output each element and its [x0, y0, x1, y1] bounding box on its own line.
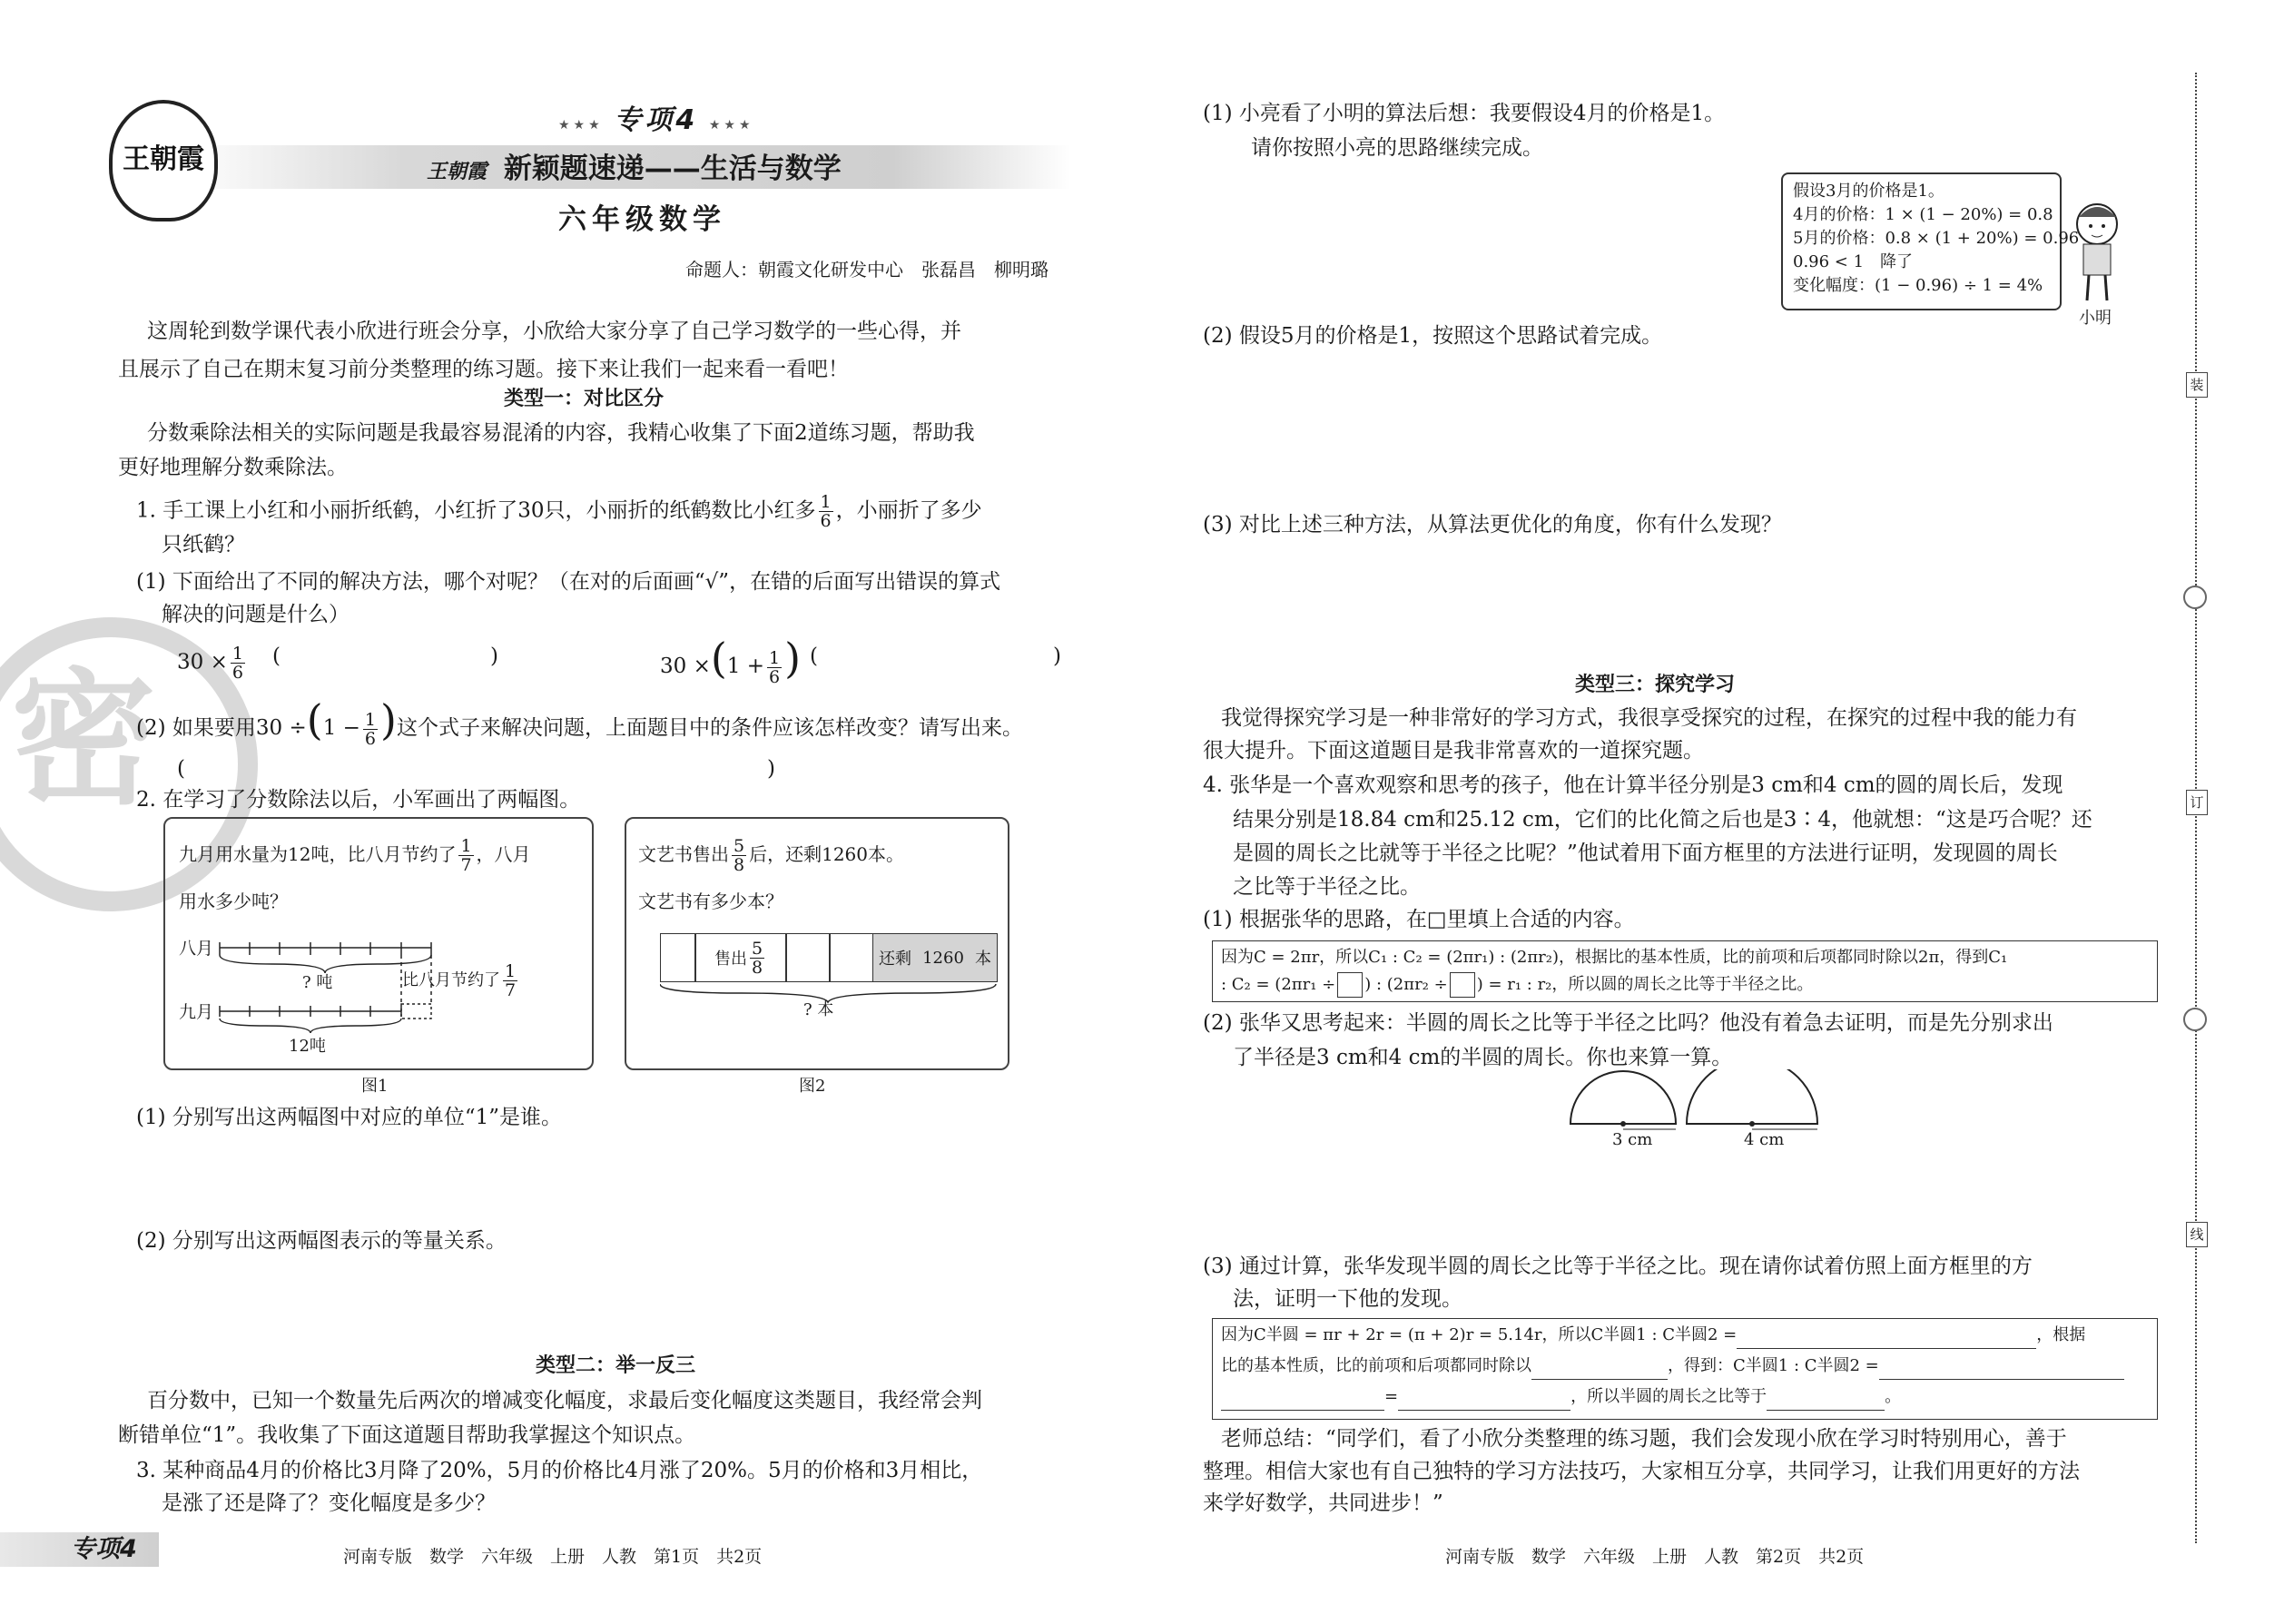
- fig2-caption: 图2: [799, 1077, 826, 1096]
- answer-paren-b-open[interactable]: (: [810, 645, 818, 668]
- frac-num: 1: [364, 709, 377, 730]
- answer-paren-a-close[interactable]: ): [490, 645, 498, 668]
- fill-box-1[interactable]: [1337, 972, 1363, 998]
- answer-blank-4[interactable]: [1221, 1390, 1384, 1411]
- binding-mark-1: 装: [2186, 372, 2208, 398]
- watermark-text: 密: [11, 655, 157, 824]
- fig2-remain-unit: 本: [974, 950, 991, 969]
- q4-2-line-1: (2) 张华又思考起来：半圆的周长之比等于半径之比吗？他没有着急去证明，而是先分别求出: [1203, 1011, 2053, 1035]
- fig2-text-1b: 后，还剩1260本。: [749, 843, 904, 865]
- bubble-line-3: 5月的价格：0.8 × (1 + 20%) = 0.96: [1793, 229, 2080, 248]
- fig1-label-aug: 八月: [179, 939, 214, 959]
- intro-line-2: 且展示了自己在期末复习前分类整理的练习题。接下来让我们一起来看一看吧！: [118, 358, 849, 381]
- fig2-remain-num: 1260: [922, 948, 964, 968]
- fig2-remain-label: 还剩: [879, 950, 912, 969]
- box2-l3-a: =: [1384, 1387, 1399, 1406]
- fraction-5-8: [750, 940, 764, 977]
- q2-1-text: (1) 分别写出这两幅图中对应的单位“1”是谁。: [136, 1106, 563, 1129]
- answer-blank-1[interactable]: [1737, 1328, 2036, 1349]
- q4-line-3: 是圆的周长之比就等于半径之比呢？”他试着用下面方框里的方法进行证明，发现圆的周长: [1233, 842, 2058, 865]
- answer-blank-6[interactable]: [1767, 1390, 1885, 1411]
- binding-mark-3: 线: [2186, 1222, 2208, 1247]
- box2-l1-a: 因为C半圆 = πr + 2r = (π + 2)r = 5.14r，所以C半圆1 : C半圆2 =: [1221, 1325, 1738, 1344]
- q1-text: [136, 493, 982, 530]
- q2-2-text: (2) 分别写出这两幅图表示的等量关系。: [136, 1229, 507, 1253]
- answer-paren-c-close[interactable]: ): [767, 757, 775, 781]
- fig1-text-1a: 九月用水量为12吨，比八月节约了: [179, 843, 457, 865]
- fig1-text-1b: ，八月: [476, 843, 531, 865]
- semi-label-1: 3 cm: [1612, 1130, 1653, 1149]
- frac-num: 1: [231, 644, 243, 664]
- frac-den: 6: [364, 728, 377, 749]
- q2-text: 2. 在学习了分数除法以后，小军画出了两幅图。: [136, 788, 581, 812]
- fig1-q-ton: ? 吨: [302, 973, 333, 992]
- q3-line-2: 是涨了还是降了？变化幅度是多少？: [162, 1491, 496, 1515]
- logo-badge: [109, 100, 218, 221]
- fig2-seg-4: [829, 933, 874, 982]
- stars-left: ★★★: [558, 118, 604, 133]
- box2-l1-b: ，根据: [2036, 1325, 2086, 1344]
- bubble-line-5: 变化幅度：(1 − 0.96) ÷ 1 = 4%: [1793, 276, 2043, 295]
- answer-paren-b-close[interactable]: ): [1053, 645, 1061, 668]
- fig1-text-2: 用水多少吨？: [179, 891, 288, 912]
- frac-den: 7: [505, 980, 517, 1000]
- fraction-1-6: [231, 645, 245, 682]
- box1-l2-a: : C₂ = (2πr₁ ÷: [1221, 975, 1336, 994]
- page-title: 新颖题速递——生活与数学: [503, 153, 842, 185]
- q3-3-text: (3) 对比上述三种方法，从算法更优化的角度，你有什么发现？: [1203, 513, 1782, 536]
- xiaoming-label: 小明: [2079, 309, 2112, 328]
- box1-line-1: 因为C = 2πr，所以C₁ : C₂ = (2πr₁) : (2πr₂)，根据比的基本性质，比的前项和后项都同时除以2π，得到C₁: [1221, 948, 2008, 967]
- q1-2-text: (2) 如果要用30 ÷(1 − $\frac{1}{6}$ )这个式子来解决问题，上面题目中的条件应该怎样改变？请写出来。: [136, 695, 1023, 749]
- q1-1-line-2: 解决的问题是什么）: [162, 603, 350, 626]
- fig2-sold-label: 售出: [714, 950, 747, 969]
- frac-den: 8: [733, 855, 745, 875]
- answer-blank-2[interactable]: [1531, 1359, 1668, 1380]
- method-b-inner: 1 +: [726, 655, 765, 678]
- frac-den: 6: [769, 666, 781, 687]
- fraction-5-8: [732, 837, 746, 874]
- frac-num: 1: [820, 492, 832, 512]
- fraction-1-7: [458, 837, 473, 874]
- semi-label-2: 4 cm: [1744, 1130, 1785, 1149]
- subject-title: 六年级数学: [558, 203, 726, 236]
- fig1-save-text: 比八月节约了: [402, 970, 500, 990]
- footer-badge: 专项4: [71, 1535, 137, 1563]
- answer-blank-3[interactable]: [1879, 1359, 2124, 1380]
- box2-l2-b: ，得到：C半圆1 : C半圆2 =: [1668, 1356, 1879, 1375]
- fig2-seg-3: [785, 933, 831, 982]
- frac-den: 8: [751, 957, 763, 978]
- bubble-line-2: 4月的价格：1 × (1 − 20%) = 0.8: [1793, 205, 2053, 224]
- q1-part-b: ，小丽折了多少: [835, 498, 982, 523]
- q4-line-4: 之比等于半径之比。: [1233, 875, 1421, 899]
- answer-paren-a-open[interactable]: (: [272, 645, 281, 668]
- fig1-12-ton: 12吨: [289, 1037, 326, 1056]
- q4-line-2: 结果分别是18.84 cm和25.12 cm，它们的比化简之后也是3∶4，他就想：“这是巧合呢？还: [1233, 808, 2092, 832]
- aug-ticks: [220, 942, 431, 955]
- box1-l2-c: ) = r₁ : r₂，所以圆的周长之比等于半径之比。: [1476, 975, 1814, 994]
- fig2-seg-sold: [694, 933, 787, 982]
- q4-1-text: (1) 根据张华的思路，在□里填上合适的内容。: [1203, 908, 1635, 931]
- q3-line-1: 3. 某种商品4月的价格比3月降了20%，5月的价格比4月涨了20%。5月的价格和3月相比，: [136, 1459, 983, 1482]
- fig1-label-sep: 九月: [179, 1002, 214, 1022]
- header-stars: [558, 104, 754, 139]
- frac-num: 1: [460, 836, 472, 856]
- q1-part-a: 1. 手工课上小红和小丽折纸鹤，小红折了30只，小丽折的纸鹤数比小红多: [136, 498, 816, 523]
- box1-line-2: [1221, 971, 1813, 999]
- fig2-q-ben: ? 本: [803, 1000, 834, 1019]
- bubble-line-1: 假设3月的价格是1。: [1793, 182, 1944, 201]
- frac-num: 1: [505, 961, 517, 981]
- section-badge: 专项4: [614, 104, 699, 136]
- method-b-expr: 30 ×: [660, 655, 711, 678]
- binding-hole-2: [2183, 1008, 2207, 1031]
- q1-2-part-b: 这个式子来解决问题，上面题目中的条件应该怎样改变？请写出来。: [396, 716, 1023, 740]
- box2-l2-a: 比的基本性质，比的前项和后项都同时除以: [1221, 1356, 1531, 1375]
- box2-line-1: [1221, 1322, 2085, 1349]
- frac-num: 1: [769, 647, 781, 668]
- fig2-seg-remain: [872, 933, 998, 982]
- method-a: [177, 645, 248, 682]
- method-b: 30 ×(1 + $\frac{1}{6}$ ): [660, 634, 802, 687]
- method-a-expr: 30 ×: [177, 650, 228, 674]
- logo-text: 王朝霞: [123, 143, 204, 175]
- type3-intro-2: 很大提升。下面这道题目是我非常喜欢的一道探究题。: [1203, 739, 1704, 763]
- q4-3-line-2: 法，证明一下他的发现。: [1233, 1287, 1462, 1311]
- footer-right: 河南专版 数学 六年级 上册 人教 第2页 共2页: [1445, 1547, 1865, 1567]
- fig2-text-1: [638, 837, 904, 874]
- fig1-text-1: [179, 837, 531, 874]
- xiaoming-figure-icon: [2065, 195, 2129, 304]
- box1-l2-b: ) : (2πr₂ ÷: [1364, 975, 1448, 994]
- fig2-seg-1: [660, 933, 696, 982]
- fraction-1-6: [767, 649, 782, 686]
- fraction-1-6: [363, 711, 378, 748]
- q1-1-line-1: (1) 下面给出了不同的解决方法，哪个对呢？（在对的后面画“√”，在错的后面写出错误的算式: [136, 570, 1001, 594]
- intro-line-1: 这周轮到数学课代表小欣进行班会分享，小欣给大家分享了自己学习数学的一些心得，并: [147, 320, 961, 343]
- summary-line-3: 来学好数学，共同进步！”: [1203, 1491, 1443, 1515]
- page-title-row: [427, 151, 842, 191]
- fig1-segment-diagram: [163, 935, 590, 1044]
- answer-paren-c-open[interactable]: (: [177, 757, 185, 781]
- q4-2-line-2: 了半径是3 cm和4 cm的半圆的周长。你也来算一算。: [1233, 1046, 1733, 1069]
- frac-den: 6: [231, 663, 243, 683]
- binding-hole-1: [2183, 586, 2207, 609]
- box2-line-2: [1221, 1353, 2124, 1380]
- binding-mark-2: 订: [2186, 790, 2208, 815]
- fraction-1-6: [819, 493, 833, 530]
- summary-line-1: 老师总结：“同学们，看了小欣分类整理的练习题，我们会发现小欣在学习时特别用心，善于: [1221, 1427, 2067, 1451]
- q3-1-line-1: (1) 小亮看了小明的算法后想：我要假设4月的价格是1。: [1203, 102, 1726, 125]
- q3-2-text: (2) 假设5月的价格是1，按照这个思路试着完成。: [1203, 324, 1663, 348]
- fig1-save-label: [402, 962, 520, 999]
- q3-1-line-2: 请你按照小亮的思路继续完成。: [1251, 136, 1543, 160]
- brand-small: 王朝霞: [427, 161, 487, 183]
- type3-intro-1: 我觉得探究学习是一种非常好的学习方式，我很享受探究的过程，在探究的过程中我的能力有: [1221, 706, 2077, 730]
- type1-title: 类型一：对比区分: [504, 388, 665, 410]
- frac-den: 7: [460, 855, 472, 875]
- fig2-text-1a: 文艺书售出: [638, 843, 729, 865]
- answer-blank-5[interactable]: [1398, 1390, 1570, 1411]
- frac-num: 5: [751, 938, 763, 959]
- fig2-text-2: 文艺书有多少本？: [638, 891, 783, 912]
- bubble-line-4: 0.96 < 1 降了: [1793, 252, 1914, 271]
- fill-box-2[interactable]: [1450, 972, 1475, 998]
- stars-right: ★★★: [708, 118, 754, 133]
- q4-line-1: 4. 张华是一个喜欢观察和思考的孩子，他在计算半径分别是3 cm和4 cm的圆的周长后，发现: [1203, 773, 2063, 797]
- frac-den: 6: [820, 511, 832, 531]
- frac-num: 5: [733, 836, 745, 856]
- type1-intro-2: 更好地理解分数乘除法。: [118, 456, 348, 479]
- type1-intro-1: 分数乘除法相关的实际问题是我最容易混淆的内容，我精心收集了下面2道练习题，帮助我: [147, 421, 975, 445]
- box2-line-3: [1221, 1383, 1901, 1411]
- fraction-1-7: [503, 962, 517, 999]
- summary-line-2: 整理。相信大家也有自己独特的学习方法技巧，大家相互分享，共同学习，让我们用更好的方法: [1203, 1460, 2080, 1483]
- q4-3-line-1: (3) 通过计算，张华发现半圆的周长之比等于半径之比。现在请你试着仿照上面方框里的方: [1203, 1255, 2033, 1278]
- type2-intro-2: 断错单位“1”。我收集了下面这道题目帮助我掌握这个知识点。: [118, 1423, 696, 1447]
- type3-title: 类型三：探究学习: [1575, 674, 1736, 696]
- fig1-caption: 图1: [361, 1077, 389, 1096]
- q1-text-2: 只纸鹤？: [162, 533, 245, 556]
- type2-title: 类型二：举一反三: [536, 1354, 696, 1377]
- authors: 命题人：朝霞文化研发中心 张磊昌 柳明璐: [685, 259, 1049, 281]
- box2-l3-c: 。: [1885, 1387, 1902, 1406]
- q1-2-inner: 1 −: [322, 716, 360, 740]
- box2-l3-b: ，所以半圆的周长之比等于: [1570, 1387, 1767, 1406]
- q1-2-part-a: (2) 如果要用30 ÷: [136, 716, 307, 740]
- footer-left: 河南专版 数学 六年级 上册 人教 第1页 共2页: [343, 1547, 763, 1567]
- type2-intro-1: 百分数中，已知一个数量先后两次的增减变化幅度，求最后变化幅度这类题目，我经常会判: [147, 1389, 982, 1412]
